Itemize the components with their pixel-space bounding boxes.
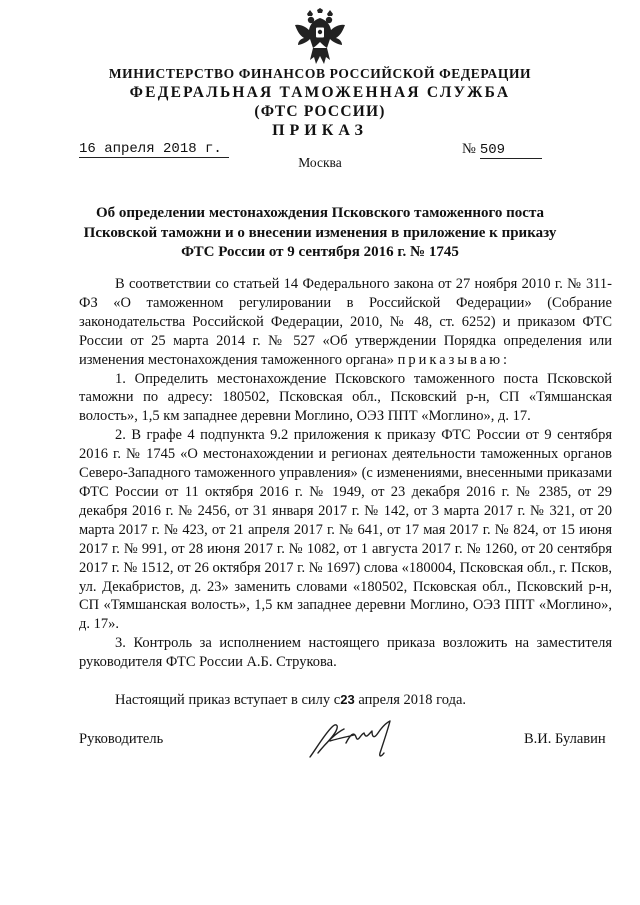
- effective-suffix: апреля 2018 года.: [358, 692, 467, 709]
- intro-text: В соответствии со статьей 14 Федерального закона от 27 ноября 2010 г. № 311-ФЗ «О таможенном регулировании в Российской Федерации» (Собрание законодательства Российской Федерации, 2010, № 48, ст. 6252) и приказом ФТС России от 25 марта 2014 г. № 527 «Об утверждении Порядка определения или изменения местонахождения таможенного органа»: [79, 276, 612, 368]
- item-3: 3. Контроль за исполнением настоящего приказа возложить на заместителя руководителя ФТС России А.Б. Струкова.: [79, 635, 612, 671]
- handwritten-signature: [306, 713, 402, 763]
- order-body: [79, 275, 612, 710]
- order-word: приказываю:: [397, 351, 511, 368]
- signatory-role: Руководитель: [79, 731, 164, 747]
- effective-date-paragraph: [79, 691, 612, 710]
- double-headed-eagle-icon: [294, 8, 346, 66]
- service-name: ФЕДЕРАЛЬНАЯ ТАМОЖЕННАЯ СЛУЖБА: [129, 84, 511, 101]
- order-title: Об определении местонахождения Псковского таможенного поста Псковской таможни и о внесении изменения в приложение к приказу ФТС России от 9 сентября 2016 г. № 1745: [83, 205, 557, 260]
- service-short-name: (ФТС РОССИИ): [254, 103, 386, 120]
- order-number-label: №: [462, 141, 476, 157]
- effective-day: 23: [340, 692, 355, 708]
- document-type: ПРИКАЗ: [272, 122, 368, 139]
- order-date: 16 апреля 2018 г.: [79, 141, 229, 158]
- effective-prefix: Настоящий приказ вступает в силу с: [115, 692, 341, 709]
- ministry-name: МИНИСТЕРСТВО ФИНАНСОВ РОССИЙСКОЙ ФЕДЕРАЦИИ: [108, 66, 532, 81]
- item-1: 1. Определить местонахождение Псковского таможенного поста Псковской таможни по адресу: 180502, Псковская обл., Псковский р-н, СП «Тямшанская волость», 1,5 км западнее деревни Моглино, ОЭЗ ППТ «Моглино», д. 17.: [79, 370, 612, 425]
- order-number-value: 509: [480, 142, 542, 159]
- signatory-name: В.И. Булавин: [524, 731, 606, 747]
- order-city: Москва: [298, 155, 342, 170]
- item-2: 2. В графе 4 подпункта 9.2 приложения к приказу ФТС России от 9 сентября 2016 г. № 1745 «О местонахождении и регионах деятельности таможенных органов Северо-Западного таможенного управления» (с изменениями, внесенными приказами ФТС России от 11 октября 2016 г. № 1949, от 23 декабря 2016 г. № 2385, от 29 декабря 2016 г. № 2456, от 31 января 2017 г. № 142, от 3 марта 2017 г. № 321, от 20 марта 2017 г. № 423, от 21 апреля 2017 г. № 641, от 17 мая 2017 г. № 824, от 15 июня 2017 г. № 991, от 28 июня 2017 г. № 1082, от 1 августа 2017 г. № 1260, от 20 сентября 2017 г. № 1512, от 26 октября 2017 г. № 1697) слова «180004, Псковская обл., г. Псков, ул. Декабристов, д. 23» заменить словами «180502, Псковская обл., Псковский р-н, СП «Тямшанская волость», 1,5 км западнее деревни Моглино, ОЭЗ ППТ «Моглино», д. 17».: [79, 427, 612, 633]
- intro-paragraph: [79, 275, 612, 370]
